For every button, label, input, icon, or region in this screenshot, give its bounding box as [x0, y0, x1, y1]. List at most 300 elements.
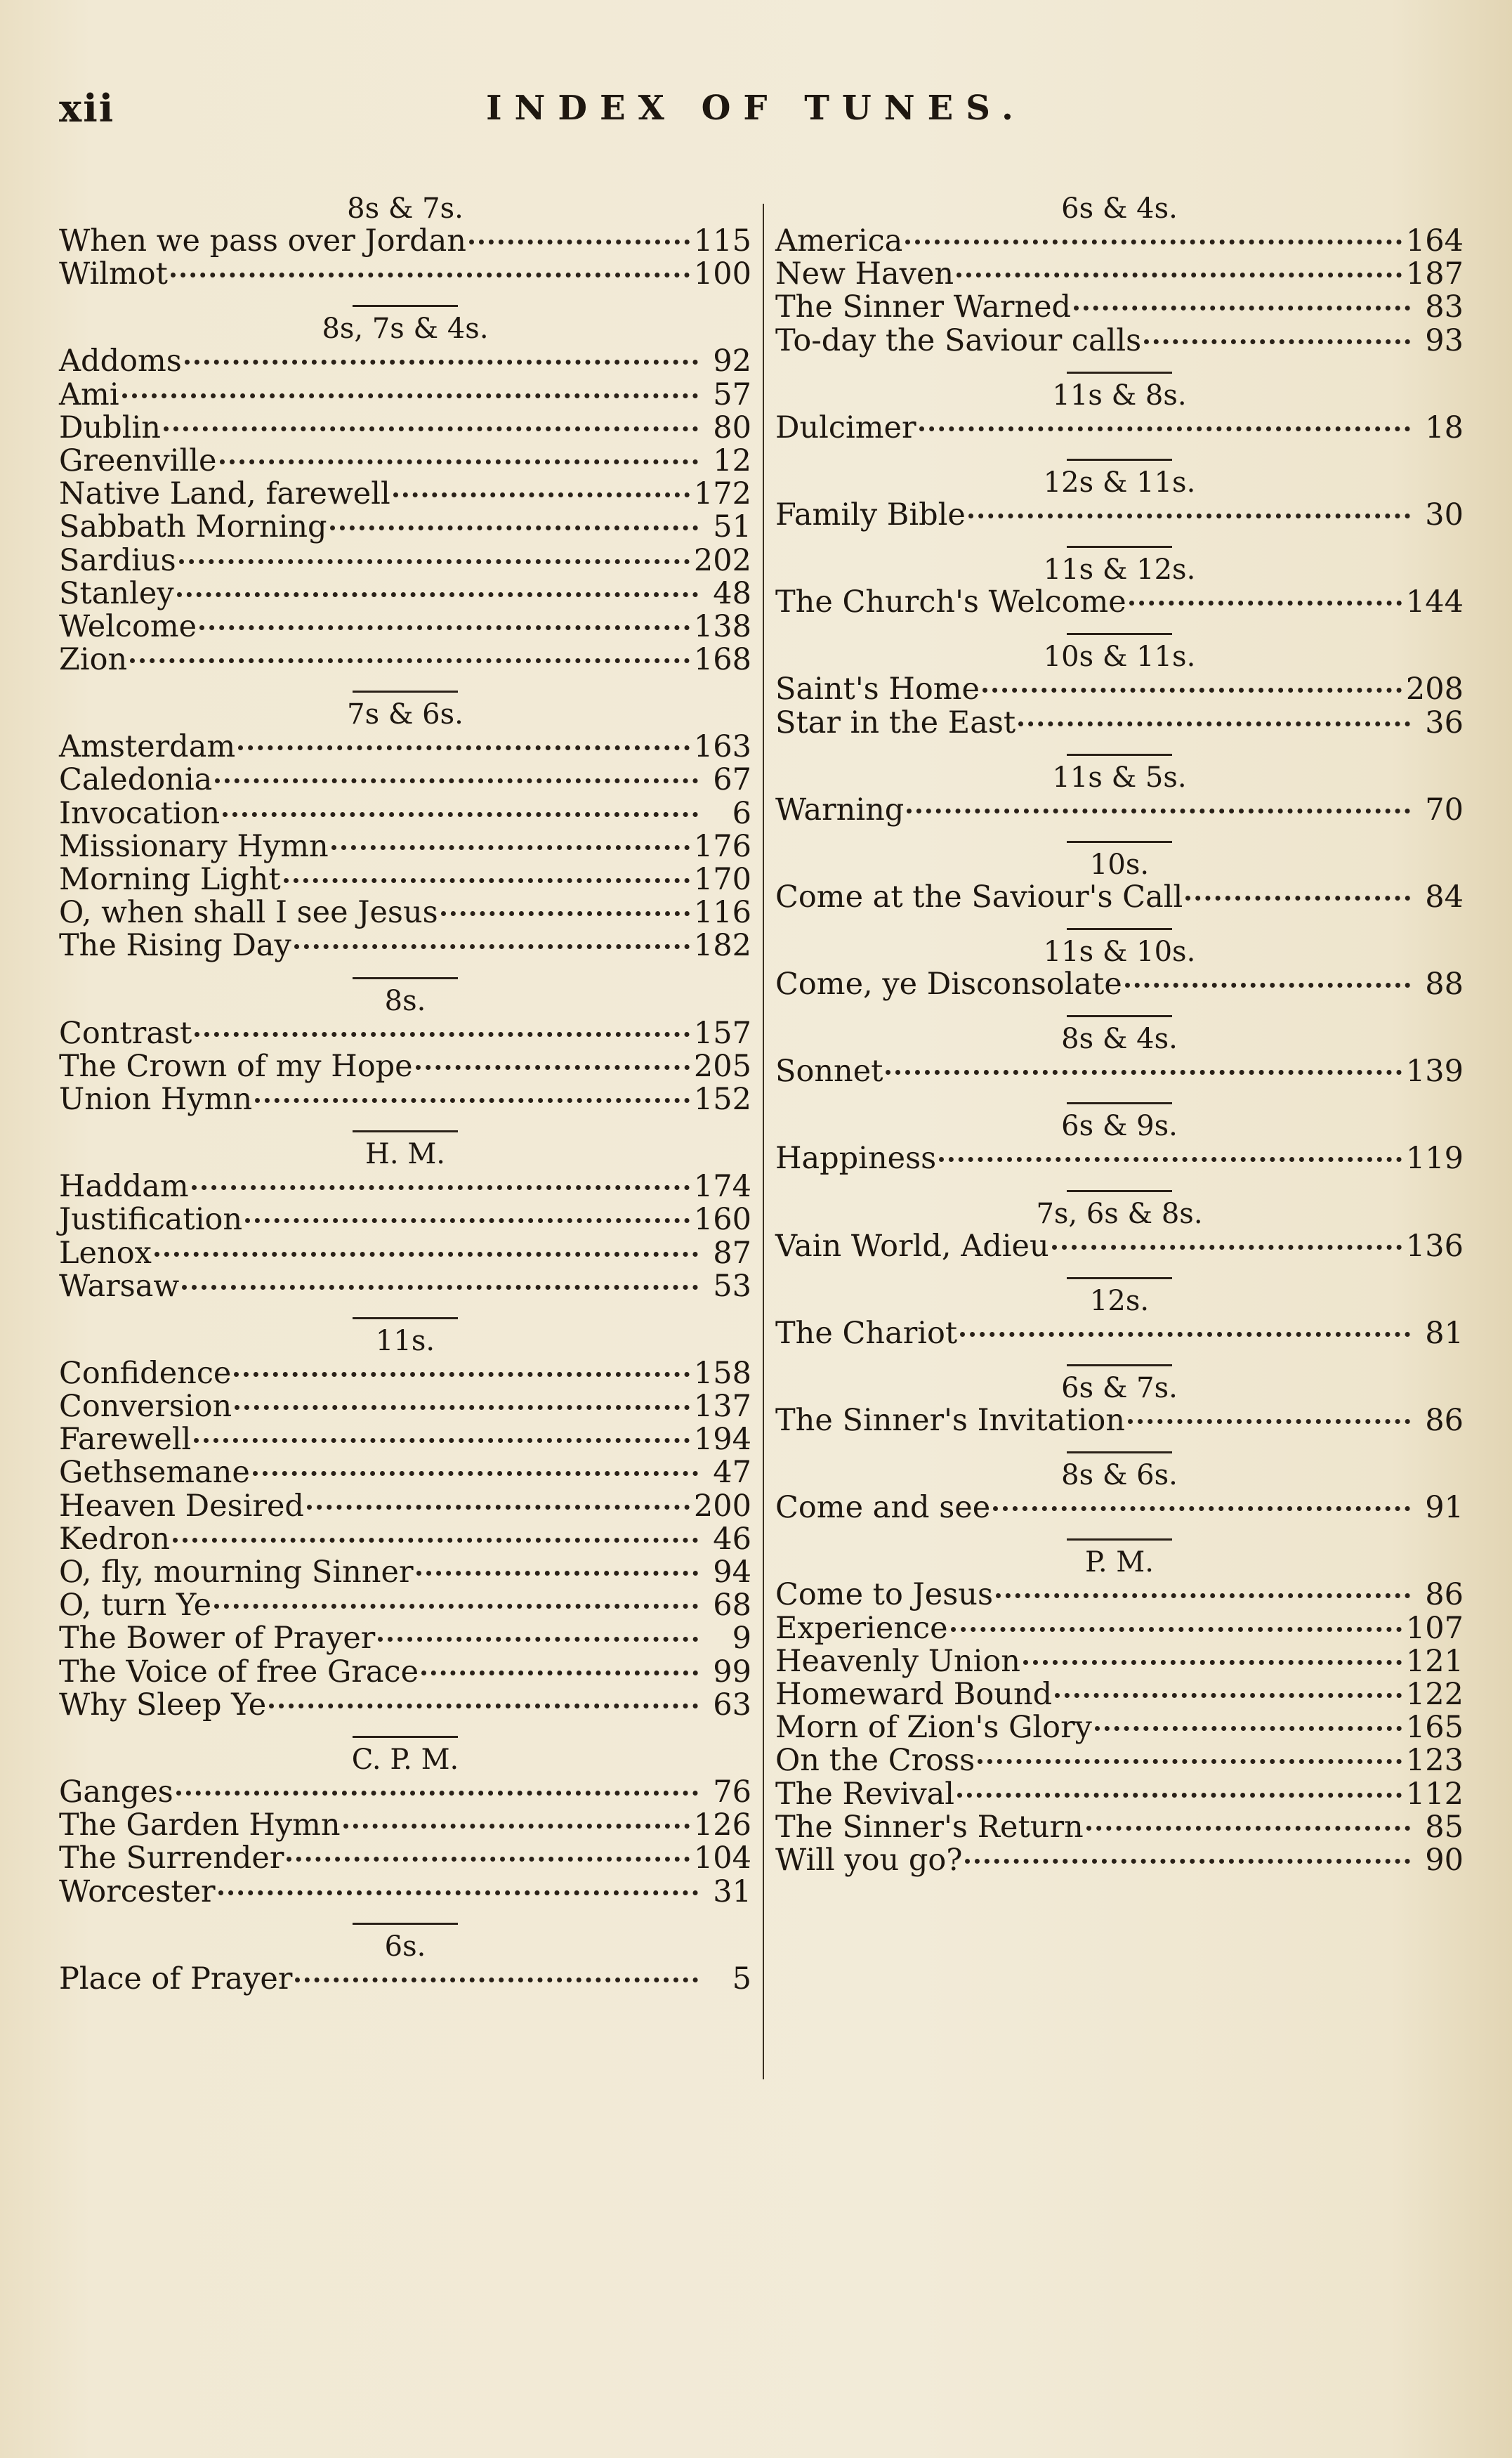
dot-leader [1144, 339, 1410, 344]
index-section [59, 192, 751, 291]
page-ref: 53 [713, 1268, 751, 1304]
index-section [775, 1538, 1464, 1877]
tune-entry [59, 412, 751, 445]
tune-entry [775, 1578, 1464, 1612]
tune-entry [59, 764, 751, 797]
tune-entry [775, 1711, 1464, 1744]
section-rule [353, 1317, 458, 1319]
tune-name: To-day the Saviour calls [775, 322, 1142, 358]
tune-name: Wilmot [59, 256, 168, 292]
tune-name: Morning Light [59, 862, 281, 897]
tune-entry [59, 544, 751, 577]
tune-name: The Bower of Prayer [59, 1621, 376, 1656]
tune-name: The Sinner's Invitation [775, 1403, 1125, 1438]
tune-entry [59, 1270, 751, 1303]
tune-name: Saint's Home [775, 672, 980, 707]
tune-entry [775, 586, 1464, 619]
dot-leader [1055, 1693, 1402, 1698]
tune-name: Why Sleep Ye [59, 1687, 267, 1722]
tune-name: Welcome [59, 608, 197, 644]
dot-leader [238, 745, 690, 750]
index-section [775, 841, 1464, 914]
tune-entry [59, 1237, 751, 1270]
meter-heading: 10s & 11s. [1043, 641, 1196, 674]
tune-entry [59, 830, 751, 863]
tune-name: Come at the Saviour's Call [775, 879, 1183, 915]
page-ref: 86 [1425, 1577, 1464, 1613]
page-ref: 51 [713, 509, 751, 545]
tune-entry [775, 1645, 1464, 1678]
tune-entry [775, 1778, 1464, 1811]
tune-entry [775, 1055, 1464, 1088]
page-ref: 88 [1425, 967, 1464, 1002]
tune-entry [775, 1230, 1464, 1263]
tune-entry [775, 412, 1464, 445]
meter-heading: 11s & 8s. [1052, 379, 1187, 412]
page-ref: 170 [693, 862, 751, 897]
meter-heading: 12s. [1089, 1284, 1150, 1317]
meter-heading: 8s, 7s & 4s. [322, 313, 489, 346]
tune-name: Worcester [59, 1874, 216, 1909]
page-ref: 84 [1425, 879, 1464, 915]
tune-entry [59, 445, 751, 478]
page-ref: 46 [713, 1521, 751, 1557]
section-rule [1067, 459, 1172, 461]
page-ref: 18 [1425, 410, 1464, 445]
tune-entry [775, 499, 1464, 532]
tune-name: Homeward Bound [775, 1676, 1053, 1712]
dot-leader [179, 559, 690, 564]
tune-name: New Haven [775, 256, 954, 292]
dot-leader [218, 1890, 698, 1895]
page-ref: 87 [713, 1235, 751, 1271]
tune-entry [59, 1776, 751, 1809]
page-ref: 90 [1425, 1842, 1464, 1878]
page-ref: 76 [713, 1774, 751, 1810]
page-ref: 85 [1425, 1809, 1464, 1845]
dot-leader [469, 240, 690, 244]
dot-leader [1095, 1726, 1402, 1731]
dot-leader [185, 360, 698, 365]
index-section [775, 633, 1464, 739]
tune-name: Conversion [59, 1389, 232, 1425]
page-ref: 187 [1405, 256, 1464, 292]
dot-leader [965, 1859, 1410, 1864]
tune-name: The Surrender [59, 1841, 284, 1876]
tune-name: Amsterdam [59, 729, 236, 765]
dot-leader [182, 1285, 698, 1290]
page-ref: 168 [693, 642, 751, 678]
section-rule [1067, 633, 1172, 635]
page-ref: 68 [713, 1588, 751, 1623]
index-section [775, 1190, 1464, 1263]
tune-entry [59, 258, 751, 291]
tune-entry [775, 673, 1464, 706]
dot-leader [192, 1185, 690, 1190]
tune-entry [59, 797, 751, 830]
dot-leader [253, 1471, 698, 1476]
dot-leader [343, 1824, 690, 1829]
tune-name: Happiness [775, 1141, 937, 1177]
page-ref: 136 [1405, 1228, 1464, 1264]
page-ref: 100 [693, 256, 751, 292]
dot-leader [968, 514, 1410, 518]
tune-entry [775, 1678, 1464, 1711]
tune-name: Greenville [59, 443, 217, 478]
tune-entry [59, 1689, 751, 1722]
tune-name: The Chariot [775, 1315, 958, 1351]
tune-entry [59, 1556, 751, 1589]
tune-entry [59, 1170, 751, 1203]
tune-name: The Revival [775, 1776, 955, 1812]
tune-name: Native Land, farewell [59, 476, 390, 512]
dot-leader [122, 393, 698, 398]
meter-heading: 11s. [375, 1324, 435, 1357]
tune-entry [775, 794, 1464, 827]
dot-leader [1023, 1660, 1402, 1665]
dot-leader [1018, 721, 1410, 726]
dot-leader [173, 1538, 698, 1543]
page-ref: 115 [693, 223, 751, 259]
dot-leader [957, 1793, 1402, 1798]
index-section [59, 1923, 751, 1996]
tune-name: Farewell [59, 1422, 192, 1458]
page-ref: 48 [713, 575, 751, 611]
tune-entry [775, 258, 1464, 291]
tune-entry [59, 1357, 751, 1390]
tune-name: Come, ye Disconsolate [775, 967, 1122, 1002]
page-ref: 6 [732, 795, 751, 831]
page-ref: 94 [713, 1555, 751, 1590]
dot-leader [255, 1098, 690, 1103]
page-ref: 63 [713, 1687, 751, 1722]
page-ref: 91 [1425, 1490, 1464, 1526]
section-rule [353, 977, 458, 979]
tune-entry [59, 1656, 751, 1689]
section-rule [353, 1736, 458, 1738]
section-rule [353, 691, 458, 693]
tune-name: Dulcimer [775, 410, 916, 445]
section-rule [353, 305, 458, 307]
page-ref: 174 [693, 1169, 751, 1205]
dot-leader [1129, 601, 1402, 606]
meter-heading: H. M. [365, 1138, 445, 1171]
tune-entry [59, 896, 751, 929]
tune-name: Missionary Hymn [59, 828, 329, 864]
index-section [59, 977, 751, 1117]
section-rule [1067, 754, 1172, 756]
meter-heading: 6s & 4s. [1061, 192, 1178, 225]
tune-name: Confidence [59, 1355, 232, 1391]
page-ref: 80 [713, 410, 751, 445]
dot-leader [331, 845, 690, 850]
dot-leader [164, 426, 698, 431]
tune-name: America [775, 223, 903, 259]
tune-entry [59, 1490, 751, 1523]
section-rule [353, 1130, 458, 1132]
page-ref: 123 [1405, 1743, 1464, 1779]
tune-name: Union Hymn [59, 1081, 253, 1117]
tune-name: Warning [775, 792, 905, 828]
tune-name: Experience [775, 1610, 948, 1646]
tune-entry [59, 610, 751, 643]
tune-name: Star in the East [775, 705, 1016, 740]
page-ref: 137 [693, 1389, 751, 1425]
index-section [775, 546, 1464, 619]
dot-leader [978, 1759, 1402, 1764]
dot-leader [1074, 306, 1410, 310]
tune-entry [775, 1317, 1464, 1350]
page-ref: 93 [1425, 322, 1464, 358]
tune-name: Haddam [59, 1169, 189, 1205]
page-ref: 47 [713, 1455, 751, 1491]
tune-entry [775, 1404, 1464, 1437]
page-ref: 57 [713, 377, 751, 412]
dot-leader [199, 625, 690, 630]
dot-leader [130, 658, 690, 663]
page-ref: 107 [1405, 1610, 1464, 1646]
index-section [59, 305, 751, 676]
index-section [775, 1451, 1464, 1524]
index-section [775, 372, 1464, 445]
dot-leader [176, 1791, 698, 1796]
page-ref: 116 [693, 895, 751, 931]
page-ref: 194 [693, 1422, 751, 1458]
dot-leader [1052, 1245, 1402, 1250]
section-rule [1067, 546, 1172, 548]
index-section [59, 1317, 751, 1722]
meter-heading: 8s. [384, 984, 426, 1017]
dot-leader [171, 273, 690, 277]
page-ref: 163 [693, 729, 751, 765]
page-ref: 83 [1425, 289, 1464, 325]
index-section [775, 192, 1464, 358]
tune-entry [59, 345, 751, 378]
dot-leader [907, 809, 1410, 813]
tune-entry [775, 881, 1464, 914]
right-column [775, 190, 1464, 1877]
tune-entry [59, 1622, 751, 1655]
dot-leader [155, 1252, 698, 1257]
dot-leader [960, 1332, 1410, 1337]
tune-name: Heavenly Union [775, 1643, 1020, 1679]
tune-entry [775, 1491, 1464, 1524]
meter-heading: 8s & 7s. [347, 192, 464, 225]
meter-heading: 11s & 12s. [1043, 554, 1196, 587]
dot-leader [330, 525, 698, 530]
page-ref: 70 [1425, 792, 1464, 828]
tune-name: Come and see [775, 1490, 991, 1526]
dot-leader [993, 1506, 1410, 1511]
dot-leader [421, 1671, 698, 1675]
section-rule [1067, 1364, 1172, 1366]
tune-name: The Garden Hymn [59, 1807, 341, 1843]
tune-name: Heaven Desired [59, 1488, 304, 1524]
meter-heading: 7s & 6s. [347, 698, 464, 731]
index-section [775, 928, 1464, 1001]
section-rule [1067, 1538, 1172, 1541]
tune-name: Ganges [59, 1774, 173, 1810]
index-section [775, 754, 1464, 827]
dot-leader [234, 1372, 690, 1377]
page-ref: 172 [693, 476, 751, 512]
page-ref: 119 [1405, 1141, 1464, 1177]
page-ref: 182 [693, 928, 751, 964]
dot-leader [905, 240, 1402, 244]
tune-name: Warsaw [59, 1268, 180, 1304]
tune-name: Zion [59, 642, 128, 678]
section-rule [1067, 372, 1172, 374]
section-rule [353, 1923, 458, 1925]
page-ref: 200 [693, 1488, 751, 1524]
page-ref: 12 [713, 443, 751, 478]
tune-entry [775, 1811, 1464, 1844]
page-ref: 164 [1405, 223, 1464, 259]
tune-entry [59, 1523, 751, 1556]
page-number: xii [59, 86, 115, 131]
tune-entry [59, 1842, 751, 1875]
tune-entry [59, 1876, 751, 1909]
meter-heading: 6s & 9s. [1061, 1110, 1178, 1143]
page-ref: 30 [1425, 497, 1464, 532]
page-title: INDEX OF TUNES. [486, 89, 1026, 128]
page-ref: 5 [732, 1961, 751, 1996]
tune-entry [59, 478, 751, 511]
dot-leader [939, 1157, 1402, 1162]
meter-heading: P. M. [1085, 1546, 1154, 1579]
tune-name: O, when shall I see Jesus [59, 895, 438, 931]
tune-name: Gethsemane [59, 1455, 250, 1491]
tune-entry [59, 379, 751, 412]
page-ref: 202 [693, 542, 751, 578]
dot-leader [287, 1857, 690, 1862]
tune-entry [59, 225, 751, 258]
meter-heading: 8s & 6s. [1061, 1459, 1178, 1492]
tune-entry [59, 863, 751, 896]
tune-name: O, turn Ye [59, 1588, 212, 1623]
dot-leader [195, 1032, 690, 1037]
page-ref: 160 [693, 1202, 751, 1238]
meter-heading: 7s, 6s & 8s. [1036, 1197, 1203, 1230]
tune-name: Come to Jesus [775, 1577, 994, 1613]
dot-leader [177, 592, 698, 597]
page-ref: 205 [693, 1048, 751, 1084]
page-ref: 176 [693, 828, 751, 864]
dot-leader [269, 1704, 698, 1708]
page-ref: 104 [693, 1841, 751, 1876]
index-section [775, 1102, 1464, 1175]
left-column [59, 190, 751, 1996]
page-ref: 67 [713, 762, 751, 798]
tune-name: O, fly, mourning Sinner [59, 1555, 414, 1590]
page-ref: 139 [1405, 1054, 1464, 1090]
tune-entry [775, 225, 1464, 258]
tune-entry [59, 1083, 751, 1116]
page-ref: 112 [1405, 1776, 1464, 1812]
tune-entry [775, 291, 1464, 324]
section-rule [1067, 1277, 1172, 1279]
meter-heading: 11s & 5s. [1052, 761, 1187, 794]
tune-name: On the Cross [775, 1743, 975, 1779]
tune-entry [59, 511, 751, 544]
tune-name: Sardius [59, 542, 176, 578]
dot-leader [1086, 1826, 1410, 1831]
dot-leader [996, 1593, 1410, 1598]
meter-heading: 11s & 10s. [1043, 936, 1196, 969]
index-section [775, 1277, 1464, 1350]
dot-leader [982, 688, 1402, 693]
dot-leader [214, 1604, 698, 1609]
dot-leader [284, 878, 690, 883]
dot-leader [1128, 1419, 1410, 1424]
tune-name: Morn of Zion's Glory [775, 1710, 1092, 1746]
tune-entry [775, 322, 1464, 358]
dot-leader [441, 911, 690, 916]
tune-entry [775, 1844, 1464, 1877]
tune-name: The Sinner Warned [775, 289, 1072, 325]
tune-name: The Sinner's Return [775, 1809, 1084, 1845]
page-ref: 121 [1405, 1643, 1464, 1679]
page-ref: 9 [732, 1621, 751, 1656]
tune-entry [59, 929, 751, 962]
tune-entry [59, 577, 751, 610]
tune-name: Caledonia [59, 762, 213, 798]
dot-leader [194, 1438, 690, 1443]
section-rule [1067, 1451, 1172, 1453]
page-ref: 86 [1425, 1403, 1464, 1438]
dot-leader [1125, 983, 1410, 988]
tune-name: The Rising Day [59, 928, 291, 964]
tune-entry [59, 1050, 751, 1083]
meter-heading: 8s & 4s. [1061, 1023, 1178, 1056]
dot-leader [307, 1505, 690, 1510]
dot-leader [378, 1637, 698, 1642]
page-ref: 31 [713, 1874, 751, 1909]
dot-leader [223, 812, 698, 817]
tune-name: The Church's Welcome [775, 584, 1126, 620]
dot-leader [886, 1070, 1401, 1075]
tune-name: Addoms [59, 344, 182, 379]
page-ref: 208 [1405, 672, 1464, 707]
tune-entry [59, 1809, 751, 1842]
index-section [775, 459, 1464, 532]
page-ref: 144 [1405, 584, 1464, 620]
meter-heading: 6s. [384, 1930, 426, 1963]
page-ref: 99 [713, 1654, 751, 1689]
tune-name: Contrast [59, 1015, 192, 1051]
dot-leader [215, 778, 698, 783]
tune-entry [775, 968, 1464, 1001]
tune-name: Place of Prayer [59, 1961, 293, 1996]
dot-leader [416, 1571, 698, 1576]
tune-entry [59, 1589, 751, 1622]
tune-name: When we pass over Jordan [59, 223, 466, 259]
index-section [775, 1364, 1464, 1437]
tune-entry [775, 1612, 1464, 1645]
tune-name: Justification [59, 1202, 243, 1238]
tune-name: Ami [59, 377, 119, 412]
dot-leader [245, 1218, 690, 1223]
tune-name: Will you go? [775, 1842, 963, 1878]
dot-leader [294, 944, 690, 949]
tune-name: Lenox [59, 1235, 152, 1271]
dot-leader [220, 459, 699, 464]
page-ref: 122 [1405, 1676, 1464, 1712]
section-rule [1067, 928, 1172, 930]
dot-leader [416, 1065, 690, 1070]
tune-name: The Voice of free Grace [59, 1654, 419, 1689]
dot-leader [919, 426, 1410, 431]
